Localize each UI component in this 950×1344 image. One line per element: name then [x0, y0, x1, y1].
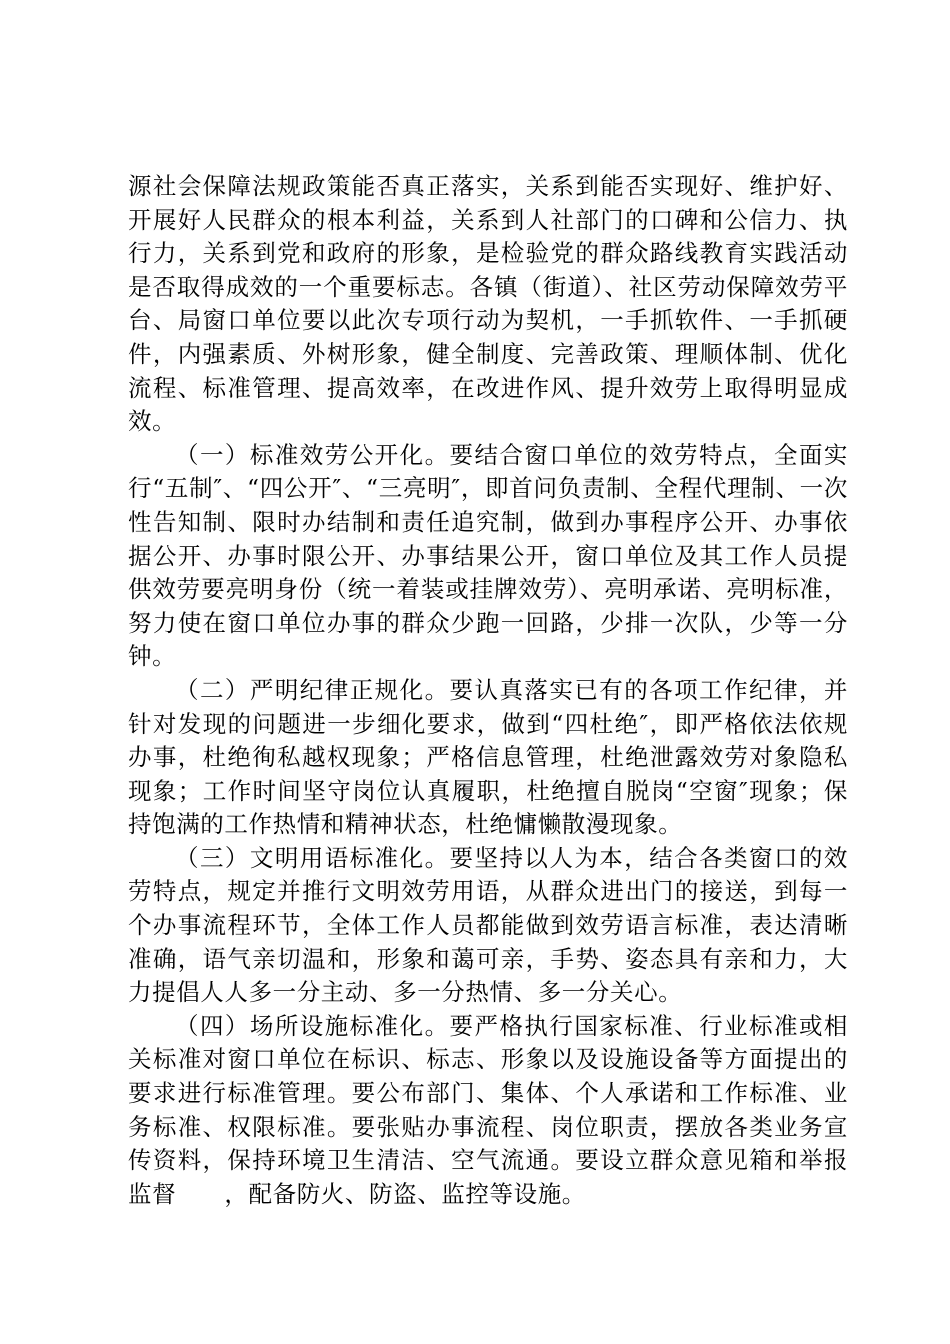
paragraph-section-4: （四）场所设施标准化。要严格执行国家标准、行业标准或相关标准对窗口单位在标识、标志、形象以及设施设备等方面提出的要求进行标准管理。要公布部门、集体、个人承诺和工作标准、业务标准、权限标准。要张贴办事流程、岗位职责，摆放各类业务宣传资料，保持环境卫生清洁、空气流通。要设立群众意见箱和举报监督 ，配备防火、防盗、监控等设施。 [128, 1011, 848, 1208]
document-body [128, 170, 848, 1211]
paragraph-section-1: （一）标准效劳公开化。要结合窗口单位的效劳特点，全面实行“五制″、“四公开″、“三亮明″，即首问负责制、全程代理制、一次性告知制、限时办结制和责任追究制，做到办事程序公开、办事依据公开、办事时限公开、办事结果公开，窗口单位及其工作人员提供效劳要亮明身份（统一着装或挂牌效劳）、亮明承诺、亮明标准，努力使在窗口单位办事的群众少跑一回路，少排一次队，少等一分钟。 [128, 440, 848, 671]
paragraph-section-2: （二）严明纪律正规化。要认真落实已有的各项工作纪律，并针对发现的问题进一步细化要求，做到“四杜绝″，即严格依法依规办事，杜绝徇私越权现象；严格信息管理，杜绝泄露效劳对象隐私现象；工作时间坚守岗位认真履职，杜绝擅自脱岗“空窗″现象；保持饱满的工作热情和精神状态，杜绝慵懒散漫现象。 [128, 675, 848, 839]
paragraph-section-3: （三）文明用语标准化。要坚持以人为本，结合各类窗口的效劳特点，规定并推行文明效劳用语，从群众进出门的接送，到每一个办事流程环节，全体工作人员都能做到效劳语言标准，表达清晰准确，语气亲切温和，形象和蔼可亲，手势、姿态具有亲和力，大力提倡人人多一分主动、多一分热情、多一分关心。 [128, 843, 848, 1007]
paragraph-intro: 源社会保障法规政策能否真正落实，关系到能否实现好、维护好、开展好人民群众的根本利益，关系到人社部门的口碑和公信力、执行力，关系到党和政府的形象，是检验党的群众路线教育实践活动是否取得成效的一个重要标志。各镇（街道）、社区劳动保障效劳平台、局窗口单位要以此次专项行动为契机，一手抓软件、一手抓硬件，内强素质、外树形象，健全制度、完善政策、理顺体制、优化流程、标准管理、提高效率，在改进作风、提升效劳上取得明显成效。 [128, 172, 848, 436]
